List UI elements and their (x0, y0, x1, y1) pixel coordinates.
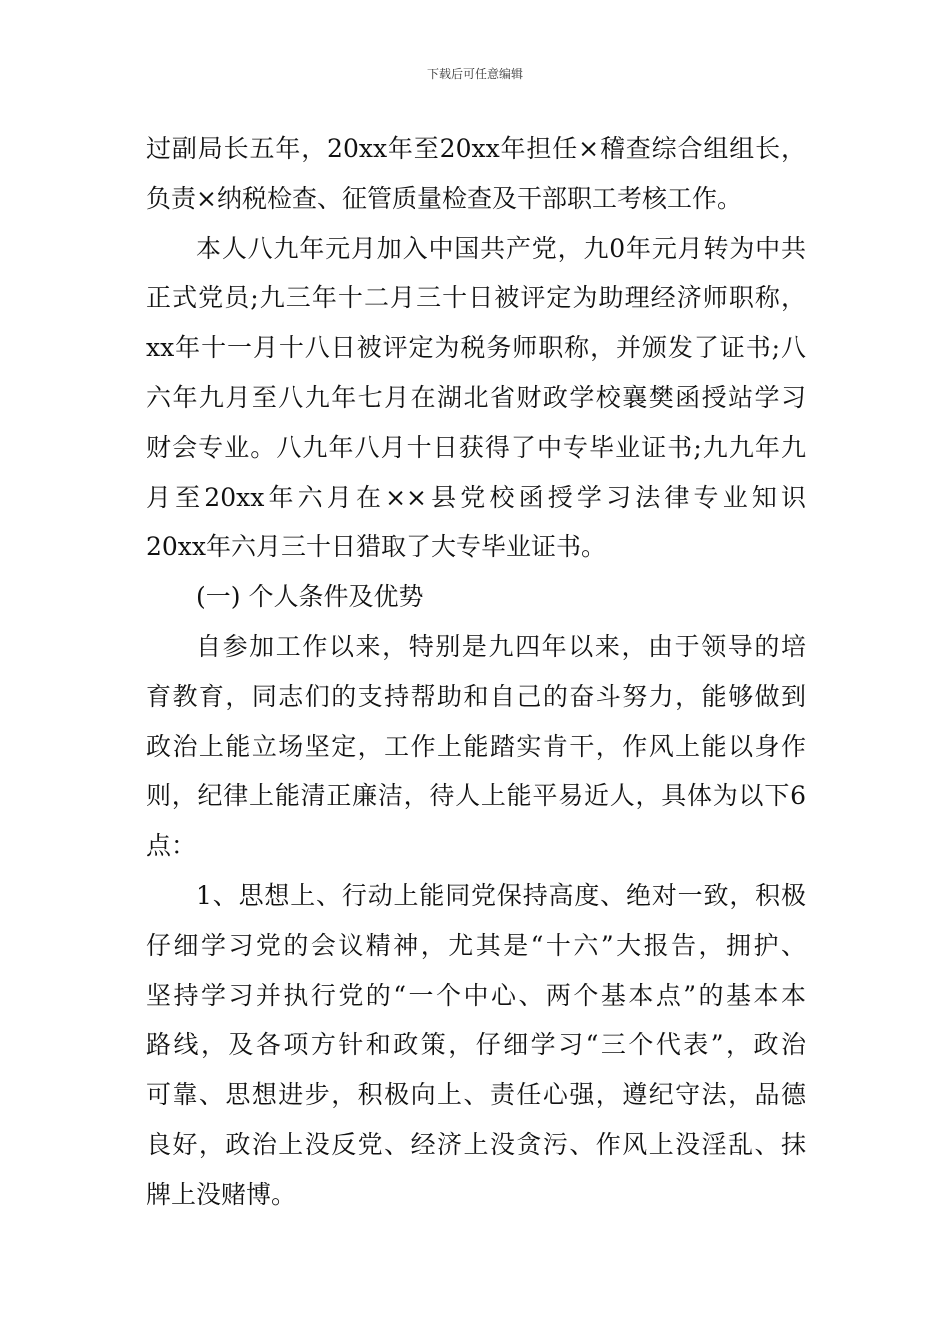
text-line: 财会专业。八九年八月十日获得了中专毕业证书;九九年九 (146, 432, 806, 462)
text-line: 牌上没赌博。 (146, 1179, 297, 1209)
text-line: 良好，政治上没反党、经济上没贪污、作风上没淫乱、抹 (146, 1129, 806, 1159)
text-line: 20xx年六月三十日猎取了大专毕业证书。 (146, 532, 607, 562)
text-line: 1、思想上、行动上能同党保持高度、绝对一致，积极 (196, 880, 806, 910)
text-line: 正式党员;九三年十二月三十日被评定为助理经济师职称， (146, 283, 806, 313)
text-line: 负责×纳税检查、征管质量检查及干部职工考核工作。 (146, 183, 742, 213)
text-line: 月至20xx年六月在××县党校函授学习法律专业知识 (146, 482, 806, 512)
text-line: xx年十一月十八日被评定为税务师职称，并颁发了证书;八 (146, 333, 806, 363)
text-line: 育教育，同志们的支持帮助和自己的奋斗努力，能够做到 (146, 681, 806, 711)
text-line: 点： (146, 831, 197, 861)
text-line: 过副局长五年，20xx年至20xx年担任×稽查综合组组长， (146, 134, 806, 163)
page-header: 下载后可任意编辑 (426, 67, 523, 81)
document-body (146, 124, 806, 1220)
text-line: 六年九月至八九年七月在湖北省财政学校襄樊函授站学习 (146, 382, 806, 412)
text-line: 政治上能立场坚定，工作上能踏实肯干，作风上能以身作 (146, 731, 806, 761)
text-line: 仔细学习党的会议精神，尤其是“十六”大报告，拥护、 (146, 930, 806, 960)
text-line: 自参加工作以来，特别是九四年以来，由于领导的培 (196, 631, 806, 661)
section-heading: (一) 个人条件及优势 (196, 582, 424, 612)
text-line: 可靠、思想进步，积极向上、责任心强，遵纪守法，品德 (146, 1080, 806, 1110)
text-line: 本人八九年元月加入中国共产党，九0年元月转为中共 (196, 233, 806, 263)
text-line: 则，纪律上能清正廉洁，待人上能平易近人，具体为以下6 (146, 781, 806, 811)
text-line: 路线，及各项方针和政策，仔细学习“三个代表”，政治 (146, 1030, 806, 1060)
text-line: 坚持学习并执行党的“一个中心、两个基本点”的基本本 (146, 980, 806, 1010)
